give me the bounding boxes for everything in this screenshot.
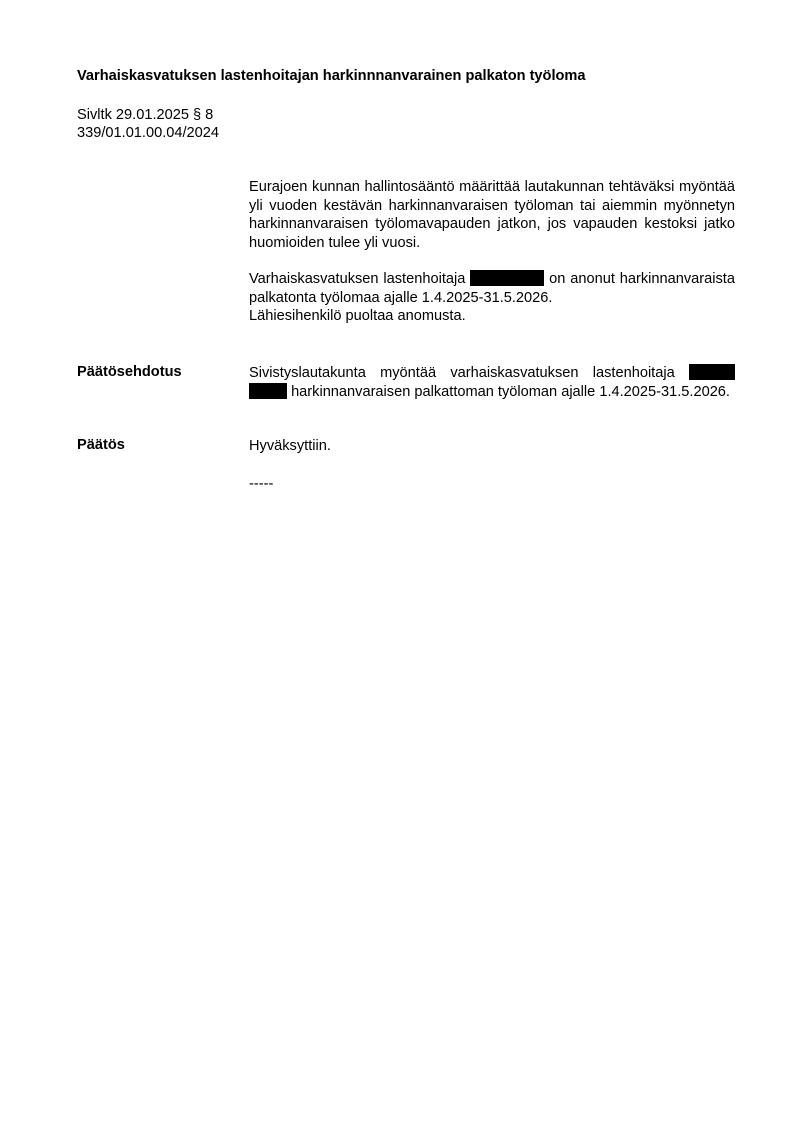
case-number: 339/01.01.00.04/2024: [77, 125, 220, 141]
intro-paragraph-2-line3: Lähiesihenkilö puoltaa anomusta.: [249, 308, 466, 324]
intro-paragraph-2-before: Varhaiskasvatuksen lastenhoitaja: [249, 271, 466, 287]
decision-label: Päätös: [77, 437, 125, 453]
meeting-reference: Sivltk 29.01.2025 § 8: [77, 107, 214, 123]
document-title: Varhaiskasvatuksen lastenhoitajan harkinnnanvarainen palkaton työloma: [77, 68, 586, 84]
proposal-text-after: harkinnanvaraisen palkattoman työloman ajalle 1.4.2025-31.5.2026.: [291, 383, 730, 400]
redacted-name-block: [470, 270, 544, 286]
decision-text: Hyväksyttiin.: [249, 438, 331, 454]
redacted-name-block: [249, 383, 287, 399]
proposal-text-before: Sivistyslautakunta myöntää varhaiskasvatuksen lastenhoitaja: [249, 365, 675, 381]
document-meta: [77, 106, 219, 142]
redacted-name-block: [689, 364, 735, 380]
proposal-label: Päätösehdotus: [77, 364, 182, 380]
intro-paragraph-1: Eurajoen kunnan hallintosääntö määrittää lautakunnan tehtäväksi myöntää yli vuoden kestävän harkinnanvaraisen työloman tai aiemmin myönnetyn harkinnanvaraisen työlomavapauden jatkon, jos vapauden kestoksi jatko huomioiden tulee yli vuosi.: [249, 179, 735, 251]
proposal-text: [249, 364, 735, 401]
intro-paragraph-2-after: on anonut harkinnanvaraista palkatonta työlomaa ajalle 1.4.2025-31.5.2026.: [249, 271, 735, 306]
intro-paragraph-2: [249, 270, 735, 326]
decision-separator: -----: [249, 476, 274, 492]
